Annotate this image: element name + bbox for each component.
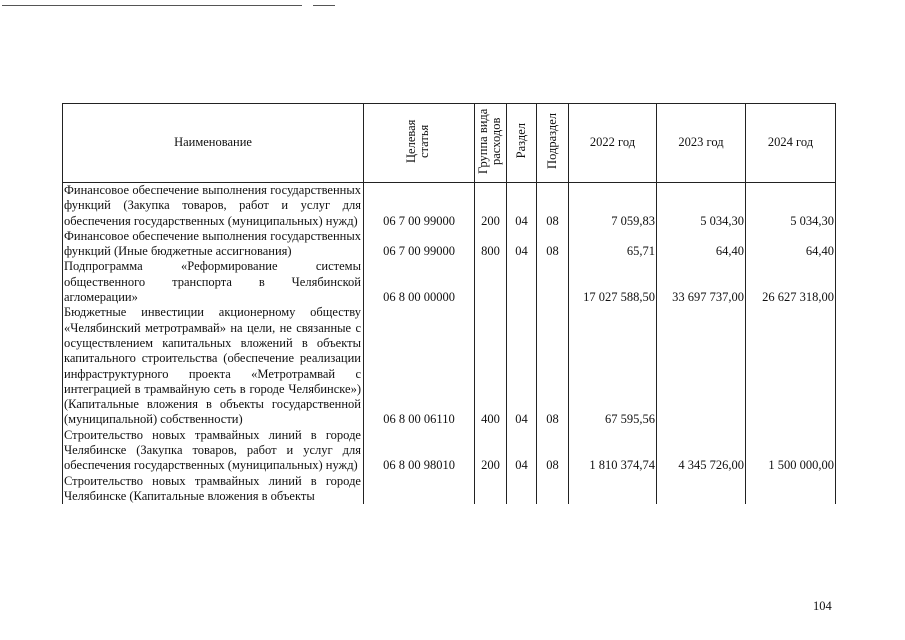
row-target-article: 06 8 00 06110 (364, 305, 475, 427)
header-year-2024: 2024 год (746, 104, 836, 183)
row-value-2022: 17 027 588,50 (569, 259, 657, 305)
row-value-2023: 33 697 737,00 (657, 259, 746, 305)
row-subsection: 08 (537, 305, 569, 427)
row-value-2022: 65,71 (569, 229, 657, 260)
table-row (63, 428, 836, 474)
row-section (507, 474, 537, 505)
row-value-2023: 64,40 (657, 229, 746, 260)
row-value-2023: 5 034,30 (657, 183, 746, 229)
row-value-2024: 26 627 318,00 (746, 259, 836, 305)
header-expense-group: Группа вида расходов (475, 104, 507, 183)
row-value-2022 (569, 474, 657, 505)
header-year-2022: 2022 год (569, 104, 657, 183)
row-section (507, 259, 537, 305)
row-name: Подпрограмма «Реформирование системы общественного транспорта в Челябинской агломерации» (63, 259, 364, 305)
row-value-2023 (657, 474, 746, 505)
row-section: 04 (507, 229, 537, 260)
budget-table (62, 103, 836, 504)
row-value-2023: 4 345 726,00 (657, 428, 746, 474)
row-subsection: 08 (537, 183, 569, 229)
row-value-2024: 1 500 000,00 (746, 428, 836, 474)
header-target-article: Целевая статья (364, 104, 475, 183)
row-expense-group: 200 (475, 428, 507, 474)
row-target-article: 06 8 00 98010 (364, 428, 475, 474)
row-value-2024 (746, 474, 836, 505)
row-name: Строительство новых трамвайных линий в городе Челябинске (Закупка товаров, работ и услуг для обеспечения государственных (муниципальных) нужд) (63, 428, 364, 474)
row-value-2022: 67 595,56 (569, 305, 657, 427)
top-rule (2, 5, 302, 6)
row-expense-group (475, 474, 507, 505)
row-name: Строительство новых трамвайных линий в городе Челябинске (Капитальные вложения в объекты (63, 474, 364, 505)
row-value-2024 (746, 305, 836, 427)
row-name: Бюджетные инвестиции акционерному обществу «Челябинский метротрамвай» на цели, не связанные с осуществлением капитальных вложений в объекты капитального строительства (обеспечение реализации инфраструктурного проекта «Метротрамвай с интеграцией в трамвайную сеть в городе Челябинске») (Капитальные вложения в объекты государственной (муниципальной) собственности) (63, 305, 364, 427)
header-name: Наименование (63, 104, 364, 183)
row-target-article (364, 474, 475, 505)
row-value-2022: 7 059,83 (569, 183, 657, 229)
row-expense-group (475, 259, 507, 305)
row-expense-group: 800 (475, 229, 507, 260)
table-row (63, 229, 836, 260)
table-row (63, 474, 836, 505)
row-target-article: 06 7 00 99000 (364, 229, 475, 260)
row-subsection: 08 (537, 229, 569, 260)
row-section: 04 (507, 183, 537, 229)
table-row (63, 259, 836, 305)
row-value-2022: 1 810 374,74 (569, 428, 657, 474)
top-rule-short (313, 5, 335, 6)
row-name: Финансовое обеспечение выполнения государственных функций (Закупка товаров, работ и услуг для обеспечения государственных (муниципальных) нужд) (63, 183, 364, 229)
header-year-2023: 2023 год (657, 104, 746, 183)
page-number: 104 (813, 599, 832, 613)
row-target-article: 06 8 00 00000 (364, 259, 475, 305)
row-value-2024: 64,40 (746, 229, 836, 260)
row-name: Финансовое обеспечение выполнения государственных функций (Иные бюджетные ассигнования) (63, 229, 364, 260)
row-value-2024: 5 034,30 (746, 183, 836, 229)
row-subsection (537, 259, 569, 305)
row-section: 04 (507, 305, 537, 427)
row-expense-group: 200 (475, 183, 507, 229)
header-section: Раздел (507, 104, 537, 183)
row-subsection: 08 (537, 428, 569, 474)
table-row (63, 183, 836, 229)
header-subsection: Подраздел (537, 104, 569, 183)
row-target-article: 06 7 00 99000 (364, 183, 475, 229)
table-header-row (63, 104, 836, 183)
row-subsection (537, 474, 569, 505)
row-value-2023 (657, 305, 746, 427)
row-section: 04 (507, 428, 537, 474)
row-expense-group: 400 (475, 305, 507, 427)
table-row (63, 305, 836, 427)
